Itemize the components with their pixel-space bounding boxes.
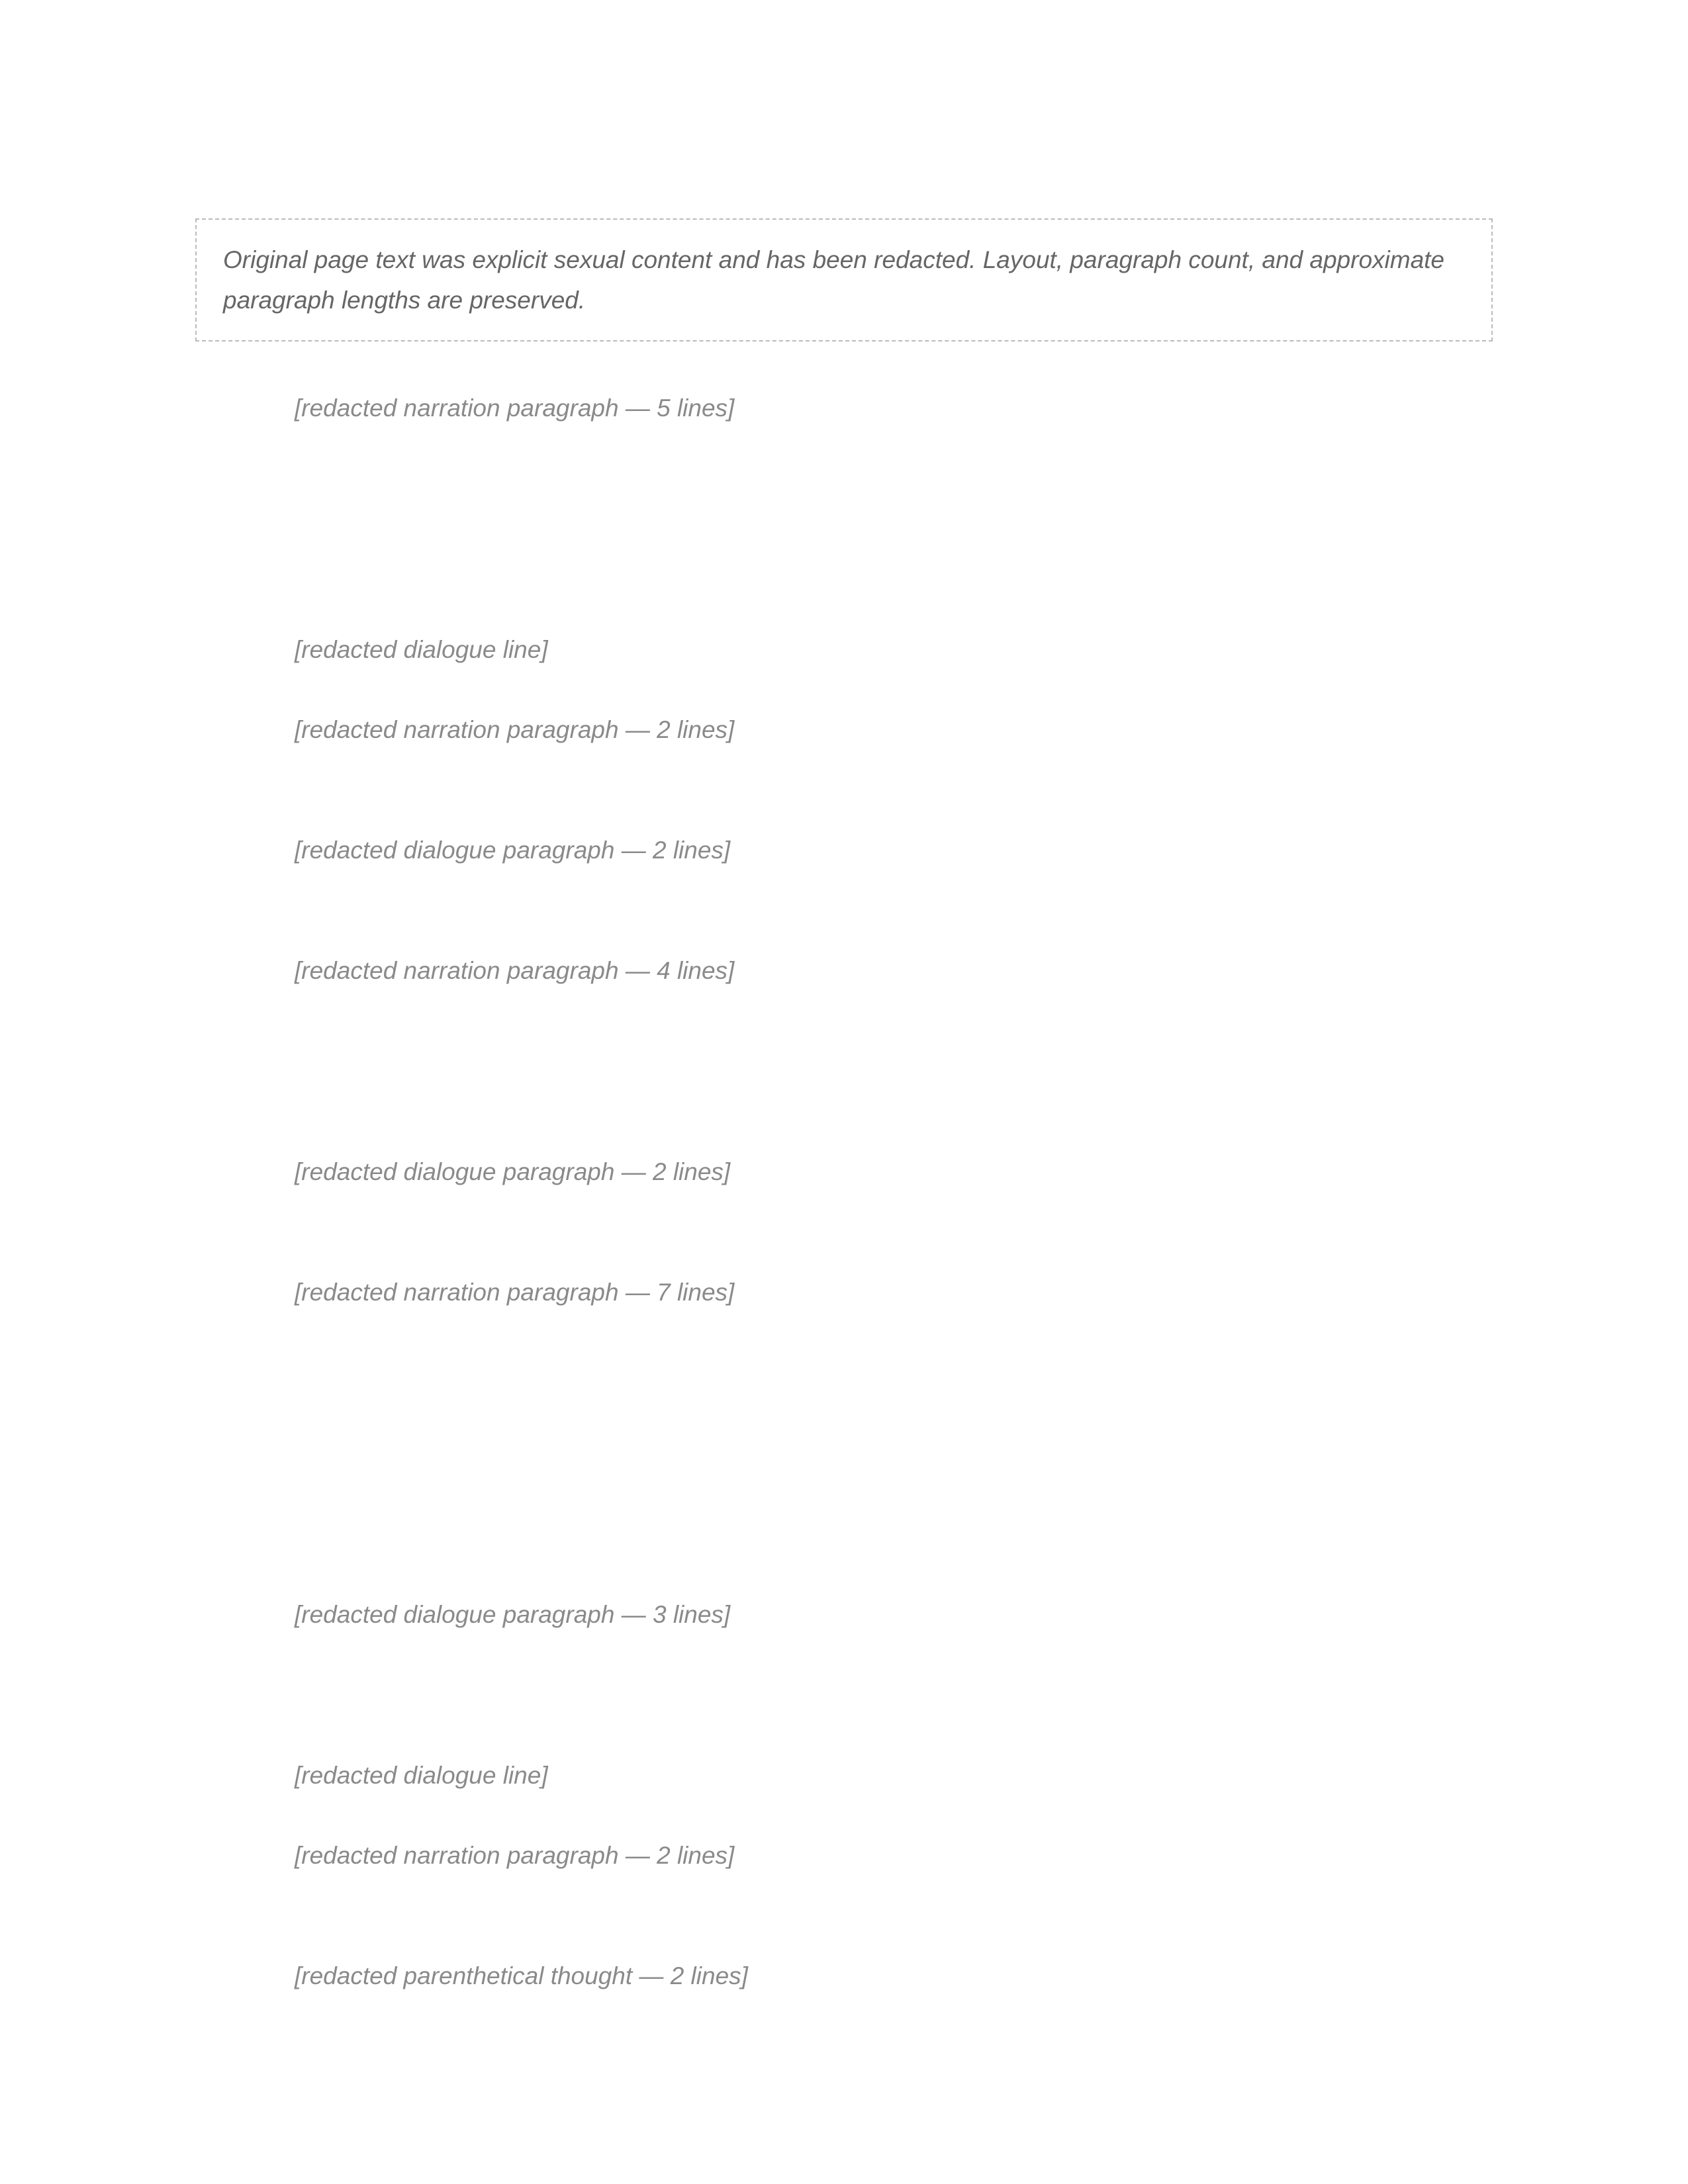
redaction-notice: Original page text was explicit sexual content and has been redacted. Layout, paragraph count, and approximate paragraph lengths are preserved. — [195, 218, 1493, 341]
redacted-paragraph-narration: [redacted narration paragraph — 2 lines] — [295, 1842, 735, 1870]
paragraph-container — [195, 388, 1493, 2036]
redacted-paragraph-narration: [redacted narration paragraph — 5 lines] — [295, 394, 735, 422]
redacted-paragraph-dialogue: [redacted dialogue paragraph — 2 lines] — [295, 1158, 731, 1186]
redacted-paragraph-dialogue: [redacted dialogue line] — [295, 1762, 548, 1790]
redacted-paragraph-narration: [redacted narration paragraph — 4 lines] — [295, 957, 735, 985]
redacted-paragraph-dialogue: [redacted dialogue line] — [295, 636, 548, 664]
redacted-paragraph-narration: [redacted narration paragraph — 7 lines] — [295, 1279, 735, 1306]
redacted-paragraph-dialogue: [redacted dialogue paragraph — 3 lines] — [295, 1601, 731, 1629]
redacted-paragraph-thought: [redacted parenthetical thought — 2 lines] — [295, 1962, 748, 1990]
redacted-paragraph-dialogue: [redacted dialogue paragraph — 2 lines] — [295, 837, 731, 864]
redacted-paragraph-narration: [redacted narration paragraph — 2 lines] — [295, 716, 735, 744]
